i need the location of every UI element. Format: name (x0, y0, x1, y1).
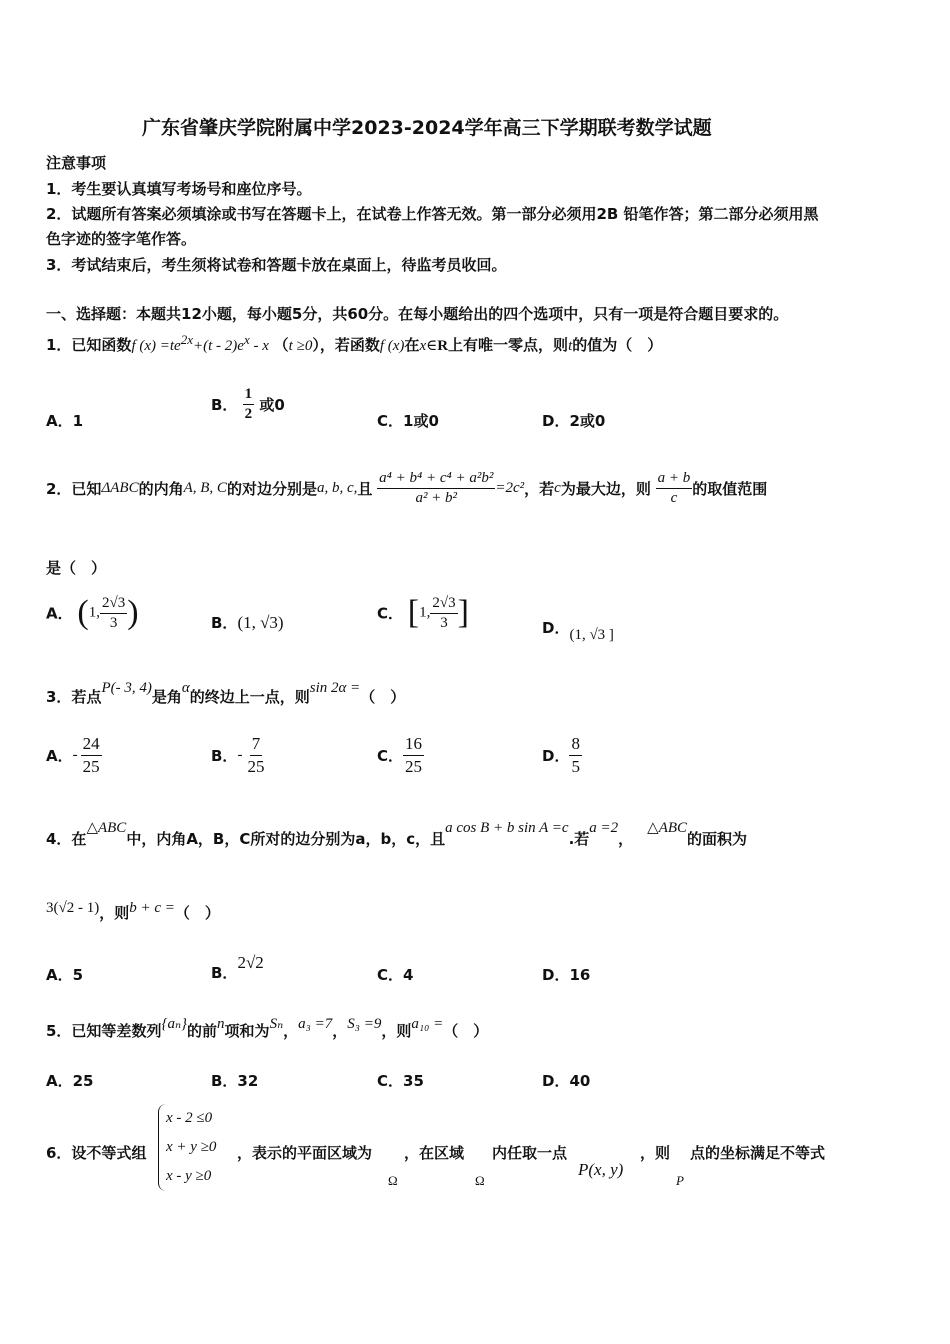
q1-real: R (437, 338, 449, 354)
q2-text5: ，若 (524, 480, 555, 498)
q2-ratio-den: c (670, 490, 678, 506)
q1-b-rest: 或0 (259, 396, 285, 414)
q5-text6: ，则 (381, 1022, 412, 1040)
q2-c-bracket-right: ] (457, 594, 469, 631)
q1-fx: f (x) (379, 338, 405, 354)
q5-text7: （ ） (443, 1022, 489, 1040)
q6-point-label: P (676, 1173, 684, 1188)
q2-triangle: ΔABC (101, 480, 139, 496)
q1-text5: 的值为（ ） (572, 336, 663, 354)
q4-option-a[interactable]: A．5 (46, 966, 84, 984)
q5-option-b[interactable]: B．32 (211, 1072, 259, 1090)
q1-b-num: 1 (243, 386, 255, 405)
q2-a-bracket-left: ( (77, 594, 89, 631)
q5-text2: 的前 (187, 1022, 218, 1040)
q3-a-sign: - (72, 747, 78, 763)
q5-a10: a₁₀ = (411, 1016, 444, 1032)
q6-omega-1: Ω (388, 1173, 398, 1188)
q1-t: t (568, 338, 573, 354)
q4-b-val: 2√2 (237, 953, 264, 972)
q5-sn: Sₙ (269, 1016, 284, 1032)
q3-text2: 是角 (151, 688, 182, 706)
q5-option-c[interactable]: C．35 (377, 1072, 424, 1090)
q1-option-b[interactable] (211, 386, 285, 423)
q4-expr: b + c = (129, 900, 175, 916)
q3-a-den: 25 (82, 757, 100, 776)
q2-c-fraction (430, 595, 457, 632)
q4-option-b[interactable] (211, 953, 264, 983)
q5-n: n (217, 1016, 225, 1032)
q4-text6: ，则 (99, 904, 130, 922)
q2-ratio-fraction (656, 470, 693, 507)
q2-option-c[interactable] (377, 594, 469, 632)
q2-c-bracket-left: [ (407, 594, 420, 631)
q5-option-a[interactable]: A．25 (46, 1072, 94, 1090)
q1-text: 1．已知函数 (46, 336, 132, 354)
q3-a-fraction (81, 734, 102, 777)
q2-text-cont: 是（ ） (46, 559, 107, 577)
q3-text3: 的终边上一点，则 (189, 688, 310, 706)
q2-text3: 的对边分别是 (226, 480, 317, 498)
q3-d-num: 8 (569, 734, 582, 756)
q6-ineq-2: x + y ≥0 (166, 1139, 217, 1155)
q2-text7: 的取值范围 (692, 480, 768, 498)
q2-a-den: 3 (109, 614, 118, 631)
q6-text5: ，则 (640, 1144, 671, 1162)
page-title: 广东省肇庆学院附属中学2023-2024学年高三下学期联考数学试题 (142, 117, 712, 139)
q2-text2: 的内角 (138, 480, 184, 498)
question-5 (46, 1014, 488, 1041)
q1-func3: - x (249, 338, 269, 354)
q4-text1: 4．在 (46, 830, 87, 848)
q5-option-d[interactable]: D．40 (542, 1072, 591, 1090)
q2-a-num: 2√3 (100, 595, 127, 614)
q2-text4: 且 (357, 480, 373, 498)
q4-text7: （ ） (174, 904, 220, 922)
q2-main-fraction (377, 470, 495, 507)
q2-c-val: 1, (419, 604, 431, 621)
q6-text1: 6．设不等式组 (46, 1144, 147, 1162)
q1-b-label: B． (211, 396, 238, 414)
q2-text6: 为最大边，则 (560, 480, 651, 498)
q2-c-label: C． (377, 604, 404, 623)
q5-text4: ， (283, 1022, 299, 1040)
q5-a3: a₃ =7 (298, 1016, 333, 1032)
q1-exp2: x (243, 332, 250, 347)
q3-b-num: 7 (250, 734, 263, 756)
q3-d-fraction (569, 734, 582, 777)
q3-alpha: α (181, 680, 190, 696)
q1-func2: +(t - 2)e (193, 338, 244, 354)
q5-text5: ， (332, 1022, 348, 1040)
q3-b-label: B． (211, 747, 238, 765)
notice-heading: 注意事项 (46, 154, 107, 172)
q6-text6: 点的坐标满足不等式 (690, 1144, 826, 1162)
notice-item-3: 3．考试结束后，考生须将试卷和答题卡放在桌面上，待监考员收回。 (46, 256, 507, 274)
q4-text4: ， (618, 830, 634, 848)
question-2 (46, 470, 767, 507)
notice-item-2-cont: 色字迹的签字笔作答。 (46, 230, 197, 248)
q6-text2: ，表示的平面区域为 (237, 1144, 373, 1162)
q3-c-fraction (403, 734, 424, 777)
q4-option-d[interactable]: D．16 (542, 966, 591, 984)
q1-text2: ），若函数 (312, 336, 380, 354)
q6-text4: 内任取一点 (492, 1144, 568, 1162)
q4-area: 3(√2 - 1) (46, 900, 100, 916)
q3-point: P(- 3, 4) (101, 680, 152, 696)
q3-b-sign: - (237, 747, 243, 763)
q2-option-d[interactable] (542, 617, 614, 644)
notice-item-2: 2．试题所有答案必须填涂或书写在答题卡上，在试卷上作答无效。第一部分必须用2B 铅笔作答；第二部分必须用黑 (46, 205, 819, 223)
q1-option-a[interactable]: A．1 (46, 412, 84, 430)
q2-option-a[interactable] (46, 594, 139, 632)
q3-a-label: A． (46, 747, 73, 765)
question-3 (46, 678, 405, 707)
q2-c-num: 2√3 (430, 595, 457, 614)
q1-paren: （ (273, 336, 289, 354)
q5-text3: 项和为 (224, 1022, 270, 1040)
q4-text5: 的面积为 (687, 830, 748, 848)
q2-d-label: D． (542, 619, 570, 637)
q3-c-label: C． (377, 747, 404, 765)
notice-item-1: 1．考生要认真填写考场号和座位序号。 (46, 180, 312, 198)
q6-brace (158, 1104, 166, 1191)
q6-text3: ，在区域 (404, 1144, 465, 1162)
q2-c: c (554, 480, 561, 496)
q2-b-label: B． (211, 614, 238, 632)
q2-a-label: A． (46, 604, 73, 623)
q2-c-den: 3 (440, 614, 448, 631)
q2-rhs: =2c² (495, 480, 525, 496)
q1-option-d[interactable]: D．2或0 (542, 412, 606, 430)
q1-b-den: 2 (244, 406, 253, 422)
q1-exp1: 2x (180, 332, 193, 347)
q2-option-b[interactable] (211, 612, 284, 633)
q2-a-val: 1, (88, 604, 100, 621)
q6-point: P(x, y) (578, 1160, 624, 1179)
q4-triangle2: △ABC (647, 820, 688, 836)
q3-d-label: D． (542, 747, 570, 765)
q2-angles: A, B, C (183, 480, 227, 496)
q1-text3: 在 (404, 336, 420, 354)
q2-ratio-num: a + b (656, 470, 693, 489)
q5-text1: 5．已知等差数列 (46, 1022, 162, 1040)
q2-text1: 2．已知 (46, 480, 102, 498)
q2-sides: a, b, c, (316, 480, 358, 496)
q1-text4: 上有唯一零点，则 (448, 336, 569, 354)
q1-b-fraction (243, 386, 255, 423)
q4-equation: a cos B + b sin A =c (445, 820, 569, 836)
q3-b-fraction (245, 734, 266, 777)
q3-a-num: 24 (81, 734, 102, 756)
q5-s3: S₃ =9 (347, 1016, 382, 1032)
q3-option-a[interactable] (46, 734, 102, 777)
q2-num: a⁴ + b⁴ + c⁴ + a²b² (377, 470, 495, 489)
q3-option-c[interactable] (377, 734, 424, 777)
q2-b-val: (1, √3) (237, 613, 284, 632)
q3-option-d[interactable] (542, 734, 582, 777)
q4-triangle: △ABC (86, 820, 127, 836)
q4-line2 (46, 898, 220, 923)
q4-option-c[interactable]: C．4 (377, 966, 414, 984)
q2-den: a² + b² (415, 490, 458, 506)
q4-text3: .若 (568, 830, 590, 848)
q2-d-val: (1, √3 ] (569, 627, 614, 643)
q3-d-den: 5 (571, 757, 580, 776)
q1-domain: x∈ (419, 338, 438, 354)
q3-text4: （ ） (360, 688, 406, 706)
q4-b-label: B． (211, 964, 238, 982)
q3-b-den: 25 (247, 757, 265, 776)
q3-expr: sin 2α = (309, 680, 361, 696)
section-heading: 一、选择题：本题共12小题，每小题5分，共60分。在每小题给出的四个选项中，只有一项是符合题目要求的。 (46, 305, 789, 323)
q2-a-fraction (100, 595, 127, 632)
q4-text2: 中，内角A，B，C所对的边分别为a，b，c，且 (126, 830, 446, 848)
q6-ineq-3: x - y ≥0 (166, 1168, 212, 1184)
q6-ineq-1: x - 2 ≤0 (166, 1110, 213, 1126)
q1-func: f (x) =te (131, 338, 181, 354)
question-4 (46, 818, 747, 849)
q3-option-b[interactable] (211, 734, 266, 777)
q3-text1: 3．若点 (46, 688, 102, 706)
q3-c-num: 16 (403, 734, 424, 756)
q6-inequality-system (158, 1104, 216, 1195)
question-1 (46, 332, 662, 355)
q1-option-c[interactable]: C．1或0 (377, 412, 439, 430)
q2-a-bracket-right: ) (127, 594, 139, 631)
q1-condition: t ≥0 (288, 338, 313, 354)
q6-omega-2: Ω (475, 1173, 485, 1188)
q5-sequence: {aₙ} (161, 1016, 188, 1032)
q3-c-den: 25 (405, 757, 423, 776)
q4-a-value: a =2 (589, 820, 619, 836)
